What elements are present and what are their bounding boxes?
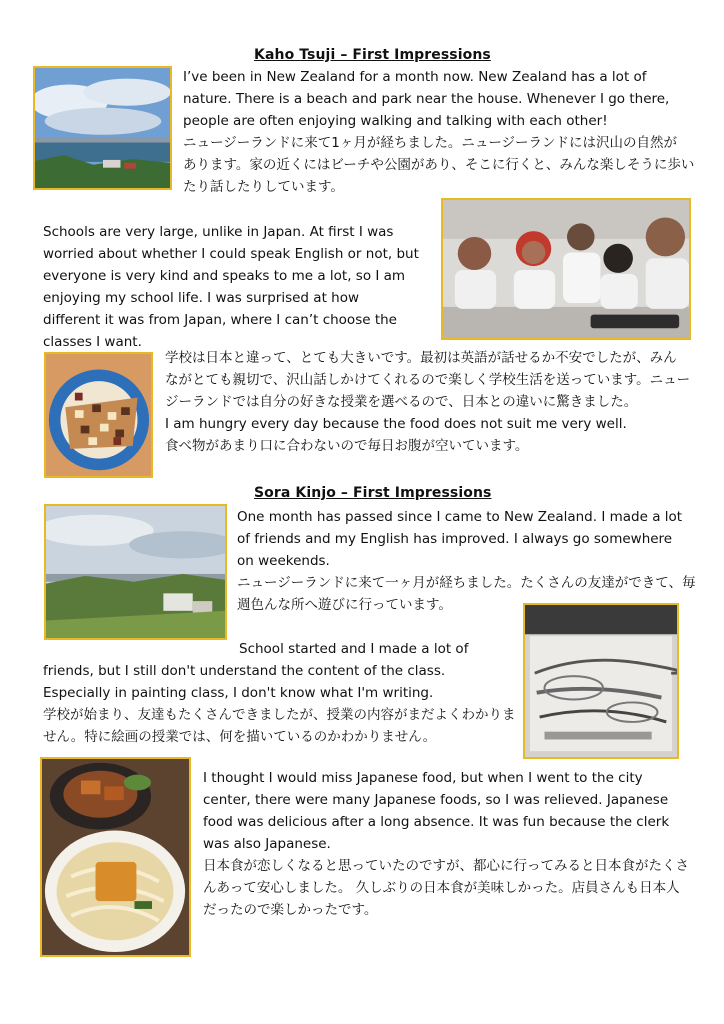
text-line: んあって安心しました。 久しぶりの日本食が美味しかった。店員さんも日本人 xyxy=(203,880,680,896)
text-line: of friends and my English has improved. I always go somewhere xyxy=(237,531,673,547)
text-line: classes I want. xyxy=(43,334,142,350)
text-line: 学校が始まり、友達もたくさんできましたが、授業の内容がまだよくわかりま xyxy=(43,707,516,723)
text-line: 食べ物があまり口に合わないので毎日お腹が空いています。 xyxy=(165,438,529,454)
text-line: friends, but I still don't understand the content of the class. xyxy=(43,663,446,679)
text-line: Schools are very large, unlike in Japan. At first I was xyxy=(43,224,394,240)
photo-hillside xyxy=(44,504,227,640)
text-line: center, there were many Japanese foods, so I was relieved. Japanese xyxy=(203,792,669,808)
text-line: ニュージーランドに来て1ヶ月が経ちました。ニュージーランドには沢山の自然が xyxy=(183,135,678,151)
text-line: One month has passed since I came to New Zealand. I made a lot xyxy=(237,509,683,525)
kaho-paragraph-2 xyxy=(43,221,419,353)
text-line: ながとても親切で、沢山話しかけてくれるので楽しく学校生活を送っています。ニュー xyxy=(165,372,691,388)
text-line: food was delicious after a long absence. It was fun because the clerk xyxy=(203,814,670,830)
kaho-paragraph-3 xyxy=(165,347,690,457)
text-line: 日本食が恋しくなると思っていたのですが、都心に行ってみると日本食がたくさ xyxy=(203,858,689,874)
kaho-paragraph-1 xyxy=(183,66,694,198)
photo-pizza xyxy=(44,352,153,478)
text-line: on weekends. xyxy=(237,553,330,569)
text-line: 学校は日本と違って、とても大きいです。最初は英語が話せるか不安でしたが、みん xyxy=(165,350,677,366)
text-line: I thought I would miss Japanese food, but when I went to the city xyxy=(203,770,643,786)
sora-paragraph-2 xyxy=(43,660,516,748)
text-line: たり話したりしています。 xyxy=(183,179,344,195)
sora-paragraph-1 xyxy=(237,506,695,616)
sora-paragraph-3 xyxy=(203,767,689,921)
text-line: School started and I made a lot of xyxy=(239,641,469,657)
text-line: ジーランドでは自分の好きな授業を選べるので、日本との違いに驚きました。 xyxy=(165,394,638,410)
text-line: あります。家の近くにはビーチや公園があり、そこに行くと、みんな楽しそうに歩い xyxy=(183,157,695,173)
text-line: せん。特に絵画の授業では、何を描いているのかわかりません。 xyxy=(43,729,437,745)
text-line: everyone is very kind and speaks to me a lot, so I am xyxy=(43,268,406,284)
text-line: だったので楽しかったです。 xyxy=(203,902,378,918)
text-line: people are often enjoying walking and talking with each other! xyxy=(183,113,608,129)
photo-classmates xyxy=(441,198,691,340)
text-line: different it was from Japan, where I can’t choose the xyxy=(43,312,397,328)
text-line: nature. There is a beach and park near the house. Whenever I go there, xyxy=(183,91,670,107)
text-line: was also Japanese. xyxy=(203,836,331,852)
text-line: ニュージーランドに来て一ヶ月が経ちました。たくさんの友達ができて、毎 xyxy=(237,575,696,591)
text-line: Especially in painting class, I don't know what I'm writing. xyxy=(43,685,434,701)
text-line: I’ve been in New Zealand for a month now. New Zealand has a lot of xyxy=(183,69,647,85)
photo-drawing xyxy=(523,603,679,759)
text-line: 週色んな所へ遊びに行っています。 xyxy=(237,597,452,613)
text-line: worried about whether I could speak English or not, but xyxy=(43,246,419,262)
kaho-title: Kaho Tsuji – First Impressions xyxy=(254,47,491,63)
text-line: I am hungry every day because the food does not suit me very well. xyxy=(165,416,627,432)
text-line: enjoying my school life. I was surprised at how xyxy=(43,290,360,306)
sora-title: Sora Kinjo – First Impressions xyxy=(254,485,492,501)
sora-paragraph-2-start xyxy=(239,638,468,660)
photo-udon xyxy=(40,757,191,957)
photo-coast xyxy=(33,66,172,190)
